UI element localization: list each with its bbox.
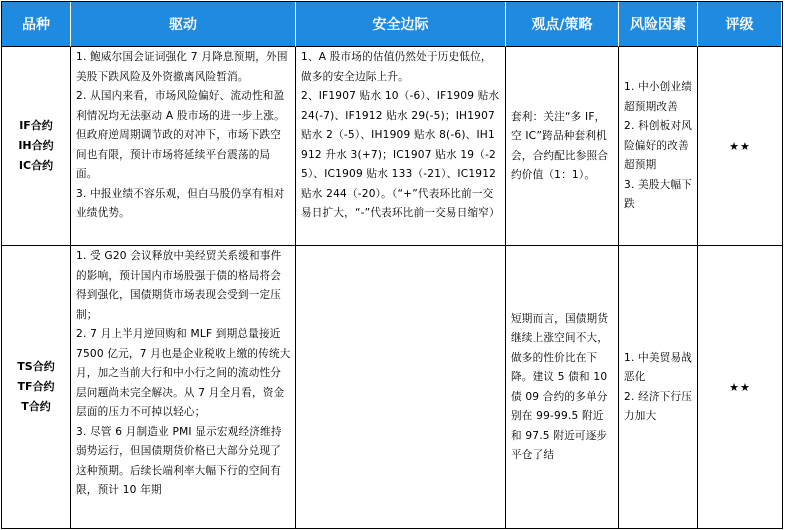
rating-cell-bond [698,246,782,528]
variety-cell-index [2,47,71,246]
variety-t: T合约 [21,400,51,413]
risk-cell-index [619,47,698,246]
variety-ts: TS合约 [17,360,55,373]
variety-if: IF合约 [19,119,53,132]
variety-ih: IH合约 [18,139,54,152]
driver-item: 3. 尽管 6 月制造业 PMI 显示宏观经济维持弱势运行，但国债期货价格已大部分兑现了这种预期。后续长端利率大幅下行的空间有限，预计 10 年期 [76,425,282,496]
risk-item: 2. 科创板对风险偏好的改善超预期 [624,120,693,172]
drivers-cell-bond [71,246,296,528]
safety-margin-cell-bond [296,246,506,528]
risk-item: 1. 中小创业绩超预期改善 [624,81,693,113]
driver-item: 1. 鲍威尔国会证词强化 7 月降息预期，外围美股下跌风险及外资撤离风险暂消。 [76,51,288,83]
margin-item: 2、IF1907 贴水 10（-6）、IF1909 贴水 24(-7)、IF1912 贴水 29(-5)；IH1907 贴水 2（-5）、IH1909 贴水 8(-6)、IH1912 升水 3(+7)；IC1907 贴水 19（-25）、IC1909 贴水 133（-21）、IC1912 贴水 244（-20）。（“+”代表环比前一交易日扩大，“-”代表环比前一交易日缩窄） [301,90,500,219]
driver-item: 2. 从国内来看，市场风险偏好、流动性和盈利情况均无法驱动 A 股市场的进一步上涨。但政府逆周期调节政的对冲下，市场下跌空间也有限，预计市场将延续平台震荡的局面。 [76,90,285,180]
risk-item: 3. 美股大幅下跌 [624,178,693,211]
header-strategy: 观点/策略 [506,2,619,47]
variety-cell-bond [2,246,71,528]
strategy-table [1,1,783,529]
safety-margin-cell-index [296,47,506,246]
risk-item: 2. 经济下行压力加大 [624,390,693,422]
strategy-cell-bond [506,246,619,528]
header-safety-margin: 安全边际 [296,2,506,47]
margin-item: 1、A 股市场的估值仍然处于历史低位，做多的安全边际上升。 [301,51,492,83]
driver-item: 2. 7 月上半月逆回购和 MLF 到期总量接近 7500 亿元，7 月也是企业税收上缴的传统大月，加之当前大行和中小行之间的流动性分层问题尚未完全解决。从 7 月全月看，资金层面的压力不可掉以轻心； [76,328,291,418]
strategy-cell-index [506,47,619,246]
drivers-cell-index [71,47,296,246]
header-drivers: 驱动 [71,2,296,47]
header-risk-factors: 风险因素 [619,2,698,47]
driver-item: 3. 中报业绩不容乐观，但白马股仍享有相对业绩优势。 [76,187,285,219]
risk-cell-bond [619,246,698,528]
risk-item: 1. 中美贸易战恶化 [624,351,693,383]
variety-tf: TF合约 [17,380,55,393]
variety-ic: IC合约 [18,159,54,172]
strategy-text: 套利：关注“多 IF，空 IC”跨品种套利机会，合约配比参照合约价值（1：1）。 [511,110,609,181]
header-rating: 评级 [698,2,782,47]
strategy-text: 短期而言，国债期货继续上涨空间不大，做多的性价比在下降。建议 5 债和 10 债 09 合约的多单分别在 99-99.5 附近和 97.5 附近可逐步平仓了结 [511,312,609,461]
rating-stars: ★★ [729,380,751,394]
header-variety: 品种 [2,2,71,47]
rating-cell-index [698,47,782,246]
driver-item: 1. 受 G20 会议释放中美经贸关系缓和事件的影响，预计国内市场股强于债的格局将会得到强化，国债期货市场表现会受到一定压制； [76,250,282,321]
rating-stars: ★★ [729,139,751,153]
